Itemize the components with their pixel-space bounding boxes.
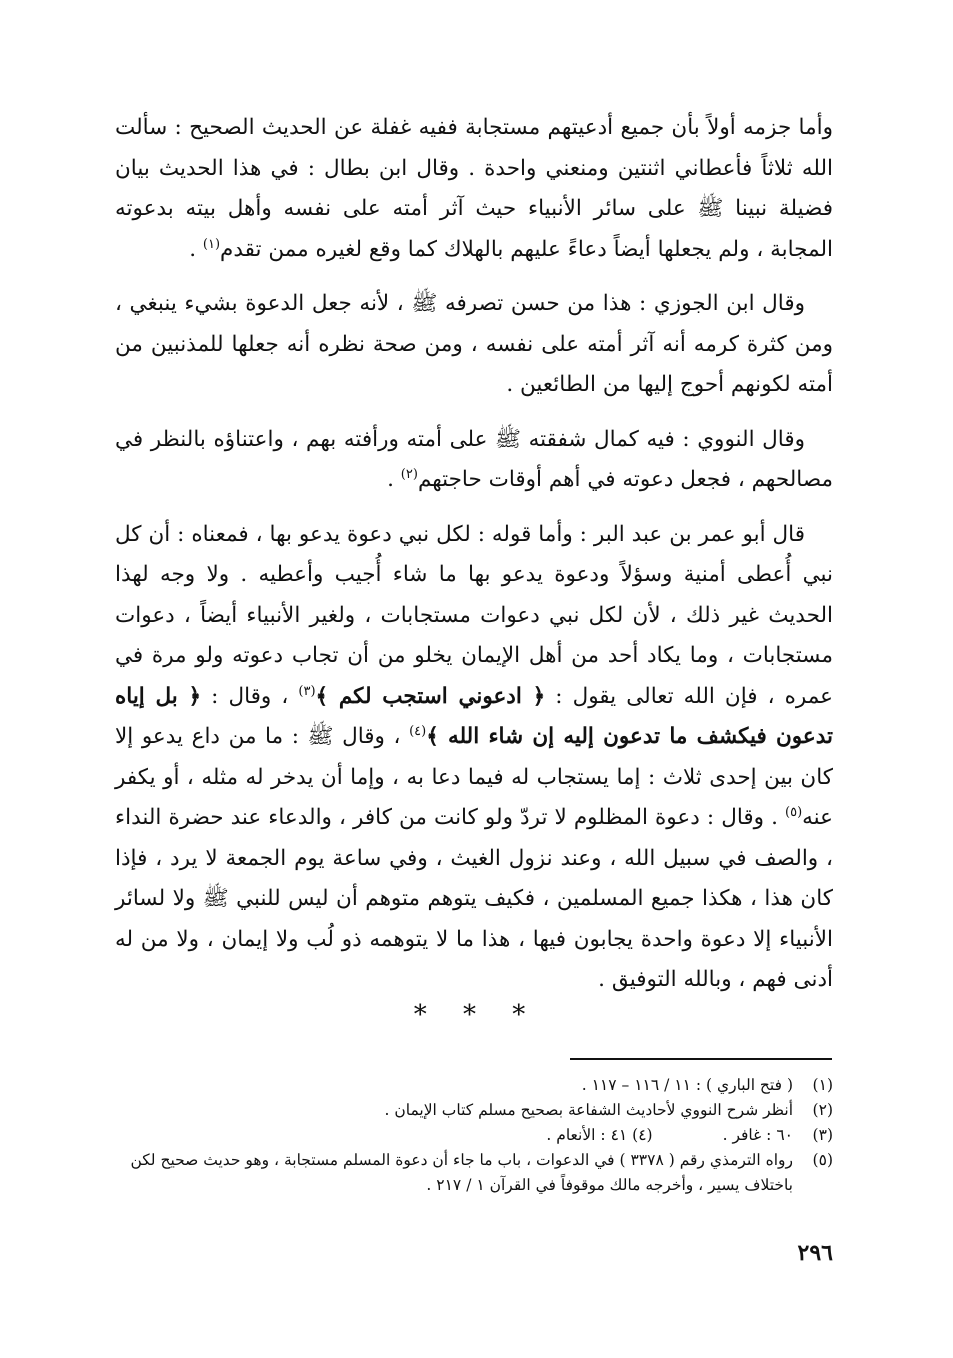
paragraph-3 xyxy=(115,420,833,501)
footnote-text: أنظر شرح النووي لأحاديث الشفاعة بصحيح مسلم كتاب الإيمان . xyxy=(384,1101,793,1119)
paragraph-3-end: . xyxy=(387,467,401,492)
footnote-4-text: ٤١ : الأنعام . xyxy=(546,1126,628,1144)
footnote-ref-1: (١) xyxy=(202,236,221,252)
footnote-ref-2: (٢) xyxy=(400,466,418,482)
paragraph-3-text: وقال النووي : فيه كمال شفقته ﷺ على أمته ورأفته بهم ، واعتناؤه بالنظر في مصالحهم ، فجعل دعوته في أهم أوقات حاجتهم xyxy=(115,426,833,492)
main-text xyxy=(115,108,833,1015)
paragraph-4 xyxy=(115,515,833,1001)
paragraph-4-text-c: ، وقال ﷺ : ما من داع يدعو إلا كان بين إحدى ثلاث : إما يستجاب له فيما دعا به ، وإما أن يدخر له مثله ، أو يكفر عنه xyxy=(115,724,833,830)
footnote-2 xyxy=(115,1098,833,1123)
paragraph-2 xyxy=(115,284,833,406)
footnote-5 xyxy=(115,1148,833,1198)
paragraph-4-text-d: . وقال : دعوة المظلوم لا تردّ ولو كانت من كافر ، والدعاء عند حضرة النداء ، والصف في سبيل الله ، وعند نزول الغيث ، وفي ساعة يوم الجمعة لا يرد ، فإذا كان هذا ، هكذا جميع المسلمين ، فكيف يتوهم متوهم أن ليس للنبي ﷺ ولا لسائر الأنبياء إلا دعوة واحدة يجابون فيها ، هذا ما لا يتوهمه ذو لُب ولا إيمان ، ولا من له أدنى فهم ، وبالله التوفيق . xyxy=(115,805,833,992)
quran-verse-1: ﴿ ادعوني استجب لكم ﴾ xyxy=(315,683,546,709)
footnotes xyxy=(115,1073,833,1198)
section-separator: * * * xyxy=(413,1000,540,1030)
footnote-ref-5: (٥) xyxy=(785,804,803,820)
footnote-divider xyxy=(570,1058,832,1060)
footnote-3-text: ٦٠ : غافر . xyxy=(722,1126,793,1144)
paragraph-4-text-a: قال أبو عمر بن عبد البر : وأما قوله : لكل نبي دعوة يدعو بها ، فمعناه : أن كل نبي أُعطى أمنية وسؤلاً ودعوة يدعو بها ما شاء أُجيب وأعطيه . ولا وجه لهذا الحديث غير ذلك ، لأن لكل نبي دعوات مستجابات ، ولغير الأنبياء أيضاً ، دعوات مستجابات ، وما يكاد أحد من أهل الإيمان يخلو من أن تجاب دعوته ولو مرة في عمره ، فإن الله تعالى يقول : xyxy=(115,521,833,709)
footnote-text: رواه الترمذي رقم ( ٣٣٧٨ ) في الدعوات ، باب ما جاء أن دعوة المسلم مستجابة ، وهو حديث صحيح لكن باختلاف يسير ، وأخرجه مالك موقوفاً في القرآن ١ / ٢١٧ . xyxy=(130,1151,793,1194)
paragraph-4-text-b: ، وقال : xyxy=(201,683,299,709)
footnote-4-number: (٤) xyxy=(632,1126,653,1144)
footnote-text xyxy=(115,1123,793,1148)
footnote-text: ( فتح الباري ) : ١١ / ١١٦ – ١١٧ . xyxy=(581,1076,793,1094)
page-number: ٢٩٦ xyxy=(797,1240,833,1266)
footnote-number: (٣) xyxy=(812,1126,833,1144)
footnote-number: (١) xyxy=(812,1076,833,1094)
footnote-ref-3: (٣) xyxy=(298,683,316,699)
paragraph-1-text: وأما جزمه أولاً بأن جميع أدعيتهم مستجابة ففيه غفلة عن الحديث الصحيح : سألت الله ثلاثاً فأعطاني اثنتين ومنعني واحدة . وقال ابن بطال : في هذا الحديث بيان فضيلة نبينا ﷺ على سائر الأنبياء حيث آثر أمته على نفسه وأهل بيته بدعوته المجابة ، ولم يجعلها أيضاً دعاءً عليهم بالهلاك كما وقع لغيره ممن تقدم xyxy=(115,115,833,262)
paragraph-2-text: وقال ابن الجوزي : هذا من حسن تصرفه ﷺ ، لأنه جعل الدعوة بشيء ينبغي ، ومن كثرة كرمه أنه آثر أمته على نفسه ، ومن صحة نظره أنه جعلها للمذنبين من أمته لكونهم أحوج إليها من الطائعين . xyxy=(115,291,833,397)
footnote-1 xyxy=(115,1073,833,1098)
footnote-ref-4: (٤) xyxy=(409,723,427,739)
footnote-3-4 xyxy=(115,1123,833,1148)
footnote-number: (٥) xyxy=(812,1151,833,1169)
quran-verse-2: ﴿ بل إياه تدعون فيكشف ما تدعون إليه إن شاء الله ﴾ xyxy=(115,683,833,749)
paragraph-1-end: . xyxy=(189,236,203,262)
paragraph-1 xyxy=(115,108,833,270)
footnote-number: (٢) xyxy=(812,1101,833,1119)
